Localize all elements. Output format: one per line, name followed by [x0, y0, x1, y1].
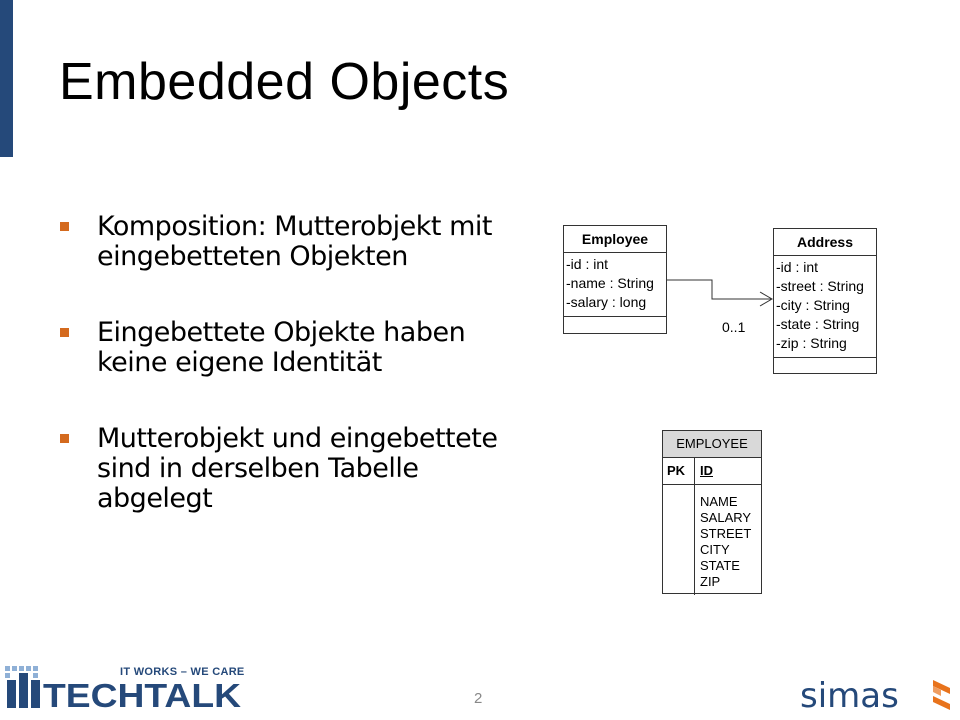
uml-attribute: -name : String	[566, 275, 654, 291]
db-table-employee	[662, 430, 762, 594]
uml-attribute: -id : int	[566, 256, 609, 272]
bullet-text: Komposition: Mutterobjekt mit eingebetteten Objekten	[97, 211, 492, 272]
multiplicity-label: 0..1	[722, 319, 746, 335]
db-pk-column: ID	[700, 463, 713, 478]
db-column: STATE	[700, 558, 740, 573]
uml-class-name: Employee	[564, 226, 666, 253]
techtalk-tagline: IT WORKS – WE CARE	[120, 666, 245, 678]
db-column-list	[695, 485, 751, 595]
techtalk-wordmark: TECHTALK	[43, 677, 242, 710]
page-number: 2	[474, 690, 483, 707]
db-pk-label: PK	[663, 458, 695, 484]
db-column: NAME	[700, 494, 738, 509]
simas-logo	[800, 674, 955, 716]
db-column: SALARY	[700, 510, 752, 525]
db-columns-area	[663, 485, 761, 595]
db-pk-row	[663, 458, 761, 485]
uml-attribute: -salary : long	[566, 294, 647, 310]
db-column: ZIP	[700, 574, 721, 589]
uml-attribute: -zip : String	[776, 335, 847, 351]
bullet-text: Mutterobjekt und eingebettete sind in derselben Tabelle abgelegt	[97, 423, 498, 514]
db-column: CITY	[700, 542, 730, 557]
bullet-text: Eingebettete Objekte haben keine eigene Identität	[97, 317, 466, 378]
db-column: STREET	[700, 526, 752, 541]
db-table-name: EMPLOYEE	[663, 431, 761, 458]
uml-attribute: -state : String	[776, 316, 860, 332]
slide-title: Embedded Objects	[59, 53, 510, 111]
uml-class-name: Address	[774, 229, 876, 256]
uml-attribute: -id : int	[776, 259, 819, 275]
uml-attribute: -street : String	[776, 278, 864, 294]
simas-s-icon	[933, 680, 950, 710]
db-key-gutter	[663, 485, 695, 595]
uml-attribute: -city : String	[776, 297, 850, 313]
simas-wordmark: simas	[800, 676, 899, 716]
